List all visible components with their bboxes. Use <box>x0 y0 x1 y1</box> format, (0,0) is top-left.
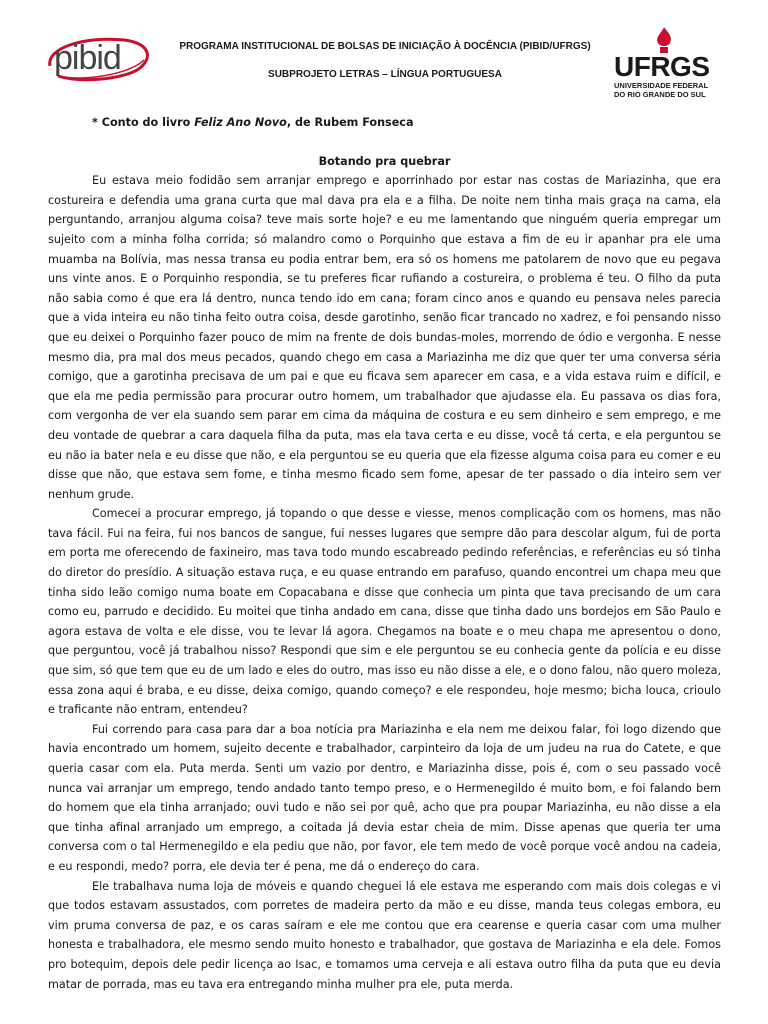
ufrgs-logo-subtitle <box>614 82 726 99</box>
pibid-logo <box>44 34 156 84</box>
program-heading <box>160 40 610 82</box>
subproject-title: SUBPROJETO LETRAS – LÍNGUA PORTUGUESA <box>268 69 502 80</box>
paragraph-1: Eu estava meio fodidão sem arranjar emprego e aporrinhado por estar nas costas de Mariazinha, que era costureira e defendia uma grana curta que mal dava pra ela e a filha. De noite nem tinha mais graça na cama, ela perguntando, arranjou alguma coisa? teve mais sorte hoje? e eu me lamentando que ninguém queria empregar um sujeito com a minha folha corrida; só malandro como o Porquinho que estava a fim de eu ir apanhar pra ele uma muamba na Bolívia, mas nessa transa eu podia entrar bem, era só os homens me patolarem de novo que eu pegava uns vinte anos. E o Porquinho respondia, se tu preferes ficar rufiando a costureira, o problema é teu. O filho da puta não sabia como é que era lá dentro, nunca tendo ido em cana; foram cinco anos e quando eu pensava neles parecia que a vida inteira eu não tinha feito outra coisa, desde garotinho, senão ficar trancado no xadrez, e foi pensando nisso que eu deixei o Porquinho fazer pouco de mim na frente de dois bundas-moles, morrendo de ódio e vergonha. E nesse mesmo dia, pra mal dos meus pecados, quando chego em casa a Mariazinha me diz que quer ter uma conversa séria comigo, que a garotinha precisava de um pai e que eu ficava sem aparecer em casa, e a vida estava ruim e difícil, e que ela me pedia permissão para procurar outro homem, um trabalhador que ajudasse ela. Eu passava os dias fora, com vergonha de ver ela suando sem parar em cima da máquina de costura e eu sem dinheiro e sem emprego, e me deu vontade de quebrar a cara daquela filha da puta, mas ela tava certa e eu disse, você tá certa, e ela perguntou se eu não ia bater nela e eu disse que não, e ela perguntou se eu queria que ela fizesse alguma coisa para eu comer e eu disse que não, que estava sem fome, e tinha mesmo ficado sem fome, apesar de ter passado o dia inteiro sem ver nenhum grude. <box>48 174 721 501</box>
paragraph-3: Fui correndo para casa para dar a boa notícia pra Mariazinha e ela nem me deixou falar, foi logo dizendo que havia encontrado um homem, sujeito decente e trabalhador, carpinteiro da loja de um judeu na rua do Catete, e que queria casar com ela. Puta merda. Senti um vazio por dentro, e Mariazinha disse, pois é, com o seu passado você nunca vai arranjar um emprego, tendo andado tanto tempo preso, e o Hermenegildo é muito bom, e foi falando bem do homem que ela tinha arranjado; ouvi tudo e não sei por quê, acho que pra poupar Mariazinha, eu não disse a ela que tinha afinal arranjado um emprego, a coitada já devia estar cheia de mim. Disse apenas que queria ter uma conversa com o tal Hermenegildo e ela pediu que não, por favor, ele tem medo de você porque você andou na cadeia, e eu respondi, medo? porra, ele devia ter é pena, me dá o endereço do cara. <box>48 722 721 873</box>
ufrgs-logo <box>612 26 724 106</box>
program-title: PROGRAMA INSTITUCIONAL DE BOLSAS DE INICIAÇÃO À DOCÊNCIA (PIBID/UFRGS) <box>179 41 591 52</box>
page-header <box>0 0 768 110</box>
ufrgs-subtitle-line1: UNIVERSIDADE FEDERAL <box>614 81 709 90</box>
ufrgs-subtitle-line2: DO RIO GRANDE DO SUL <box>614 89 706 99</box>
story-title: Botando pra quebrar <box>318 154 451 168</box>
flame-icon <box>652 26 676 54</box>
source-note-prefix: * Conto do livro <box>92 116 195 129</box>
ufrgs-logo-text: UFRGS <box>614 51 710 82</box>
paragraph-4: Ele trabalhava numa loja de móveis e quando cheguei lá ele estava me esperando com mais dois colegas e vi que todos estavam assustados, com porretes de madeira perto da mão e eu disse, manda teus colegas embora, eu vim pruma conversa de paz, e os caras saíram e ele me contou que era cearense e queria casar com uma mulher honesta e trabalhadora, ele mesmo sendo muito honesto e trabalhador, que gostava de Mariazinha e ela dele. Fomos pro botequim, depois dele pedir licença ao Isac, e tomamos uma cerveja e ali estava outro filha da puta que eu devia matar de porrada, mas eu tava era entregando minha mulher pra ele, puta merda. <box>48 879 721 991</box>
source-note-author: , de Rubem Fonseca <box>286 116 414 129</box>
source-note <box>92 113 721 133</box>
pibid-logo-text: pibid <box>54 39 121 77</box>
source-book-title: Feliz Ano Novo <box>194 116 287 129</box>
document-body <box>48 113 721 994</box>
paragraph-2: Comecei a procurar emprego, já topando o que desse e viesse, menos complicação com os homens, mas não tava fácil. Fui na feira, fui nos bancos de sangue, fui nesses lugares que sempre dão para descolar algum, fui de porta em porta me oferecendo de faxineiro, mas tava todo mundo escabreado pedindo referências, e referências eu só tinha do diretor do presídio. A situação estava ruça, e eu quase entrando em parafuso, quando encontrei um chapa meu que tinha sido leão comigo numa boate em Copacabana e disse que conhecia um pinta que tava precisando de um cara como eu, parrudo e decidido. Eu moitei que tinha andado em cana, disse que tinha dado uns bordejos em São Paulo e agora estava de volta e ele disse, vou te levar lá agora. Chegamos na boate e o meu chapa me apresentou o dono, que perguntou, você já trabalhou nisso? Respondi que sim e ele perguntou se eu conhecia gente da polícia e eu disse que sim, só que tem que eu de um lado e eles do outro, mas isso eu não disse a ele, e o dono falou, não quero moleza, essa zona aqui é braba, e eu disse, deixa comigo, quando começo? e ele respondeu, hoje mesmo; bicha louca, crioulo e traficante não entram, entendeu? <box>48 507 721 717</box>
